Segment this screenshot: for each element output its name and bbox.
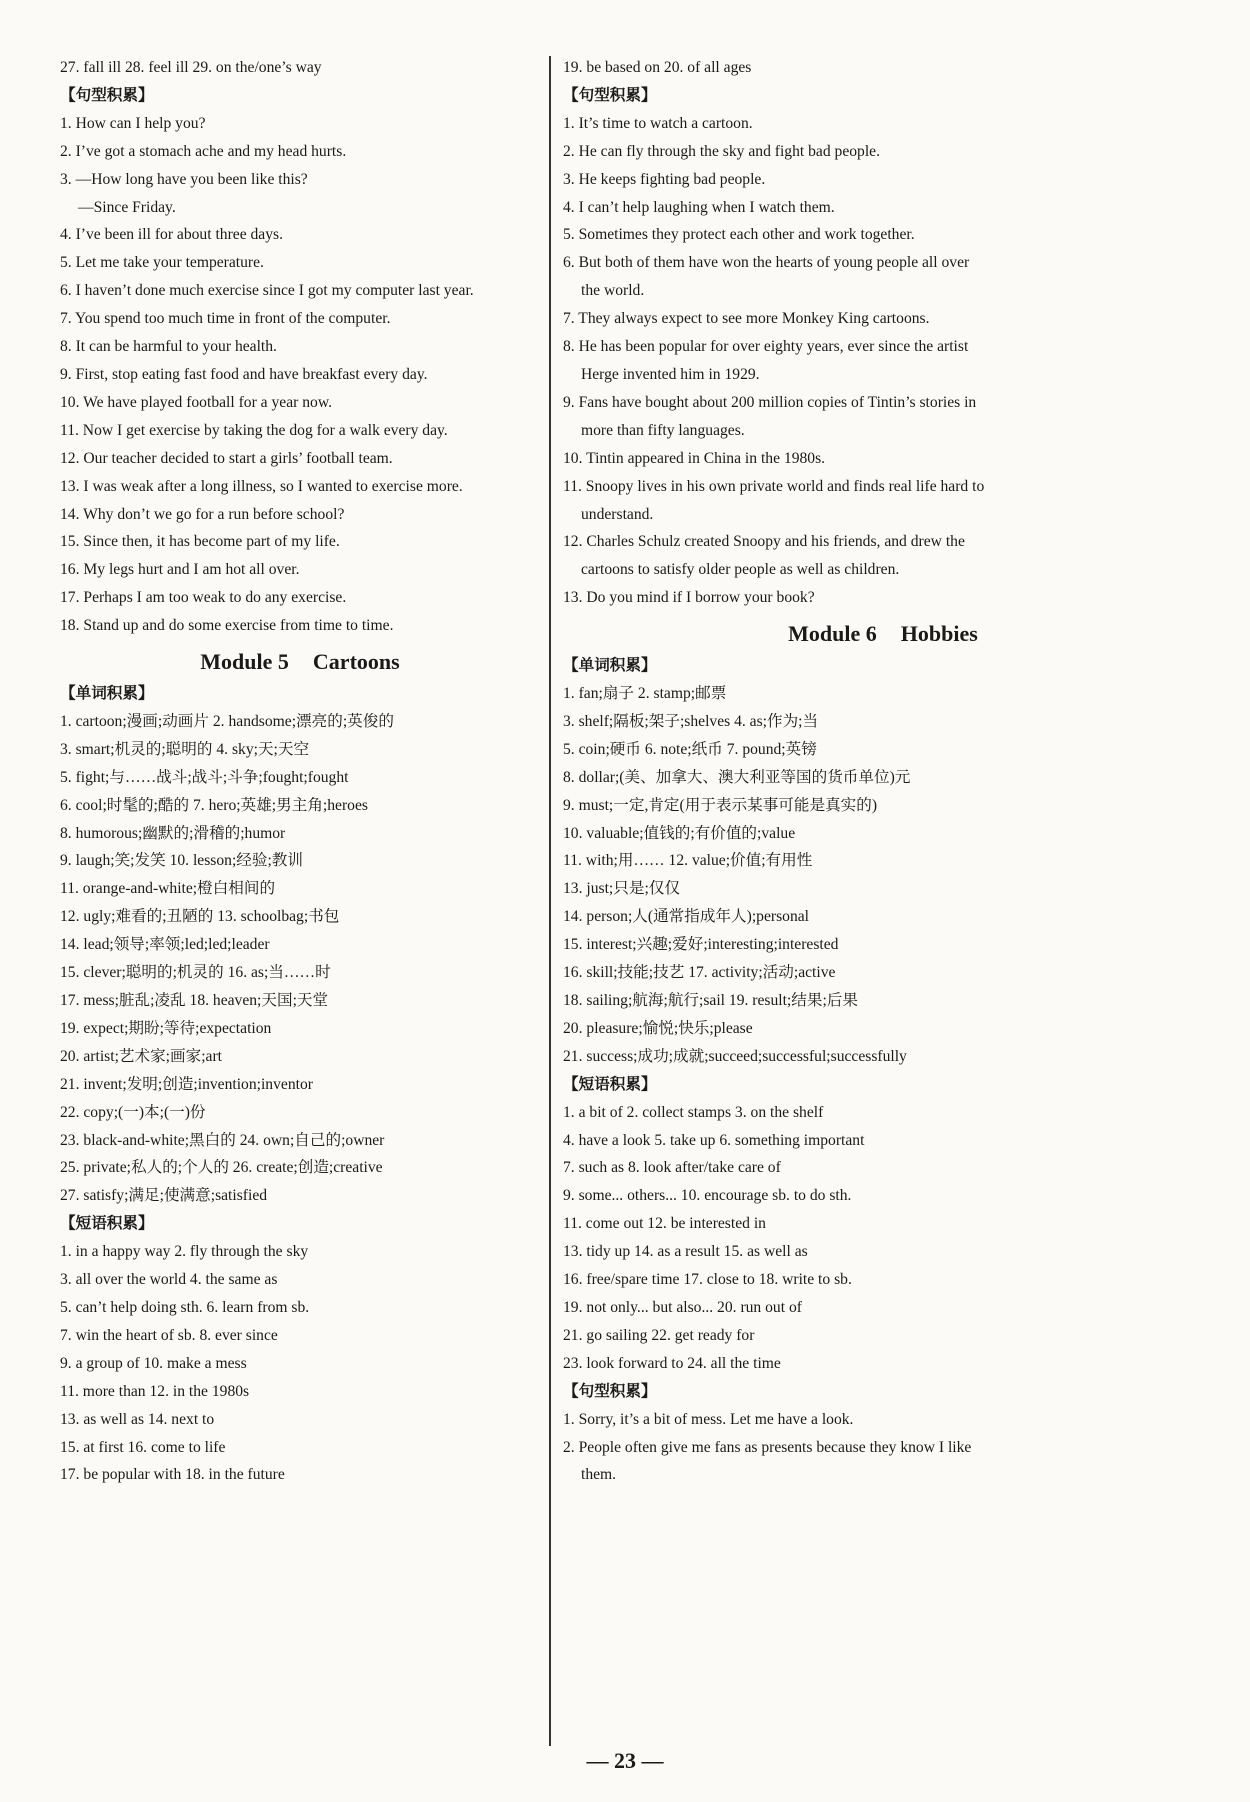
text-line: 7. win the heart of sb. 8. ever since xyxy=(60,1326,278,1344)
module-title: Cartoons xyxy=(312,649,400,675)
text-line: 15. Since then, it has become part of my life. xyxy=(60,533,340,551)
text-line: 16. skill;技能;技艺 17. activity;活动;active xyxy=(563,964,836,982)
text-line: 1. in a happy way 2. fly through the sky xyxy=(60,1243,309,1261)
text-line: 13. Do you mind if I borrow your book? xyxy=(563,589,815,607)
text-line: 11. with;用…… 12. value;价值;有用性 xyxy=(563,852,813,870)
text-line: 7. They always expect to see more Monkey King cartoons. xyxy=(563,310,930,328)
text-line: 9. laugh;笑;发笑 10. lesson;经验;教训 xyxy=(60,852,303,870)
text-line: 13. just;只是;仅仅 xyxy=(563,880,680,898)
text-line: the world. xyxy=(581,282,645,300)
text-line: 22. copy;(一)本;(一)份 xyxy=(60,1103,206,1121)
text-line: 27. satisfy;满足;使满意;satisfied xyxy=(60,1187,268,1205)
text-line: 4. I can’t help laughing when I watch them. xyxy=(563,198,835,216)
module-heading xyxy=(60,646,540,678)
text-line: 25. private;私人的;个人的 26. create;创造;creative xyxy=(60,1159,383,1177)
text-line: 8. dollar;(美、加拿大、澳大利亚等国的货币单位)元 xyxy=(563,768,911,786)
text-line: 17. mess;脏乱;凌乱 18. heaven;天国;天堂 xyxy=(60,992,329,1009)
text-line: —Since Friday. xyxy=(78,198,176,216)
text-line: 1. It’s time to watch a cartoon. xyxy=(563,114,753,132)
text-line: 17. Perhaps I am too weak to do any exercise. xyxy=(60,589,347,607)
text-line: 10. We have played football for a year now. xyxy=(60,393,332,411)
text-line: more than fifty languages. xyxy=(581,421,745,439)
text-line: them. xyxy=(581,1466,617,1484)
text-line: 10. valuable;值钱的;有价值的;value xyxy=(563,824,796,842)
text-line: 5. Sometimes they protect each other and work together. xyxy=(563,226,915,244)
text-line: 19. expect;期盼;等待;expectation xyxy=(60,1019,272,1037)
text-line: 3. smart;机灵的;聪明的 4. sky;天;天空 xyxy=(60,740,310,758)
text-line: 8. He has been popular for over eighty years, ever since the artist xyxy=(563,338,969,356)
text-line: 23. look forward to 24. all the time xyxy=(563,1354,781,1372)
text-line: 2. People often give me fans as presents because they know I like xyxy=(563,1438,972,1456)
text-line: 21. invent;发明;创造;invention;inventor xyxy=(60,1075,313,1093)
text-line: 3. all over the world 4. the same as xyxy=(60,1271,278,1289)
text-line: 6. cool;时髦的;酷的 7. hero;英雄;男主角;heroes xyxy=(60,796,368,814)
page-number: — 23 — xyxy=(586,1748,664,1773)
text-line: 17. be popular with 18. in the future xyxy=(60,1466,285,1484)
text-line: 9. some... others... 10. encourage sb. to do sth. xyxy=(563,1187,852,1205)
text-line: 12. Charles Schulz created Snoopy and his friends, and drew the xyxy=(563,533,965,551)
text-line: 16. My legs hurt and I am hot all over. xyxy=(60,561,300,579)
text-line: 21. go sailing 22. get ready for xyxy=(563,1326,755,1344)
text-line: 9. First, stop eating fast food and have breakfast every day. xyxy=(60,365,428,383)
text-line: 14. Why don’t we go for a run before school? xyxy=(60,505,345,523)
section-heading: 【单词积累】 xyxy=(60,684,154,703)
text-line: 1. a bit of 2. collect stamps 3. on the shelf xyxy=(563,1103,824,1121)
text-line: 21. success;成功;成就;succeed;successful;successfully xyxy=(563,1047,907,1065)
text-line: 5. Let me take your temperature. xyxy=(60,254,264,272)
text-line: 6. But both of them have won the hearts of young people all over xyxy=(563,254,970,272)
text-line: 12. ugly;难看的;丑陋的 13. schoolbag;书包 xyxy=(60,908,340,926)
text-line: 6. I haven’t done much exercise since I got my computer last year. xyxy=(60,282,474,300)
text-line: 10. Tintin appeared in China in the 1980s. xyxy=(563,449,826,467)
text-line: 1. fan;扇子 2. stamp;邮票 xyxy=(563,685,727,703)
column-divider xyxy=(549,56,551,1746)
text-line: 2. I’ve got a stomach ache and my head hurts. xyxy=(60,142,347,160)
text-line: cartoons to satisfy older people as well as children. xyxy=(581,561,900,579)
section-heading: 【单词积累】 xyxy=(563,656,657,675)
module-title: Hobbies xyxy=(900,621,978,647)
text-line: 3. shelf;隔板;架子;shelves 4. as;作为;当 xyxy=(563,712,819,730)
text-line: 13. tidy up 14. as a result 15. as well as xyxy=(563,1243,808,1261)
text-line: 9. a group of 10. make a mess xyxy=(60,1354,247,1372)
text-line: 1. How can I help you? xyxy=(60,114,206,132)
text-line: 27. fall ill 28. feel ill 29. on the/one’s way xyxy=(60,59,322,76)
text-line: 1. cartoon;漫画;动画片 2. handsome;漂亮的;英俊的 xyxy=(60,712,394,730)
text-line: 15. clever;聪明的;机灵的 16. as;当……时 xyxy=(60,964,331,982)
text-line: 9. Fans have bought about 200 million copies of Tintin’s stories in xyxy=(563,393,977,411)
text-line: 5. coin;硬币 6. note;纸币 7. pound;英镑 xyxy=(563,740,817,758)
text-line: 11. Snoopy lives in his own private world and finds real life hard to xyxy=(563,477,985,495)
text-line: 2. He can fly through the sky and fight bad people. xyxy=(563,142,880,160)
text-line: 4. I’ve been ill for about three days. xyxy=(60,226,283,244)
text-line: 15. at first 16. come to life xyxy=(60,1438,226,1456)
text-line: 8. It can be harmful to your health. xyxy=(60,338,277,356)
section-heading: 【句型积累】 xyxy=(60,85,154,104)
left-column xyxy=(60,54,540,1489)
text-line: 3. —How long have you been like this? xyxy=(60,170,308,188)
text-line: 9. must;一定,肯定(用于表示某事可能是真实的) xyxy=(563,796,878,814)
text-line: 7. You spend too much time in front of the computer. xyxy=(60,310,391,328)
module-heading xyxy=(563,618,1203,650)
text-line: 23. black-and-white;黑白的 24. own;自己的;owner xyxy=(60,1131,385,1149)
text-line: 14. lead;领导;率领;led;led;leader xyxy=(60,936,270,954)
text-line: 18. sailing;航海;航行;sail 19. result;结果;后果 xyxy=(563,992,858,1009)
section-heading: 【句型积累】 xyxy=(563,1381,657,1400)
text-line: 1. Sorry, it’s a bit of mess. Let me have a look. xyxy=(563,1410,854,1428)
text-line: Herge invented him in 1929. xyxy=(581,365,760,383)
text-line: 5. fight;与……战斗;战斗;斗争;fought;fought xyxy=(60,768,349,786)
text-line: 20. artist;艺术家;画家;art xyxy=(60,1047,222,1065)
text-line: 19. be based on 20. of all ages xyxy=(563,59,752,76)
text-line: 18. Stand up and do some exercise from time to time. xyxy=(60,617,394,635)
right-column xyxy=(563,54,1203,1489)
text-line: 8. humorous;幽默的;滑稽的;humor xyxy=(60,824,286,842)
text-line: 19. not only... but also... 20. run out of xyxy=(563,1298,802,1316)
module-number: Module 5 xyxy=(200,649,289,675)
text-line: 11. more than 12. in the 1980s xyxy=(60,1382,250,1400)
section-heading: 【短语积累】 xyxy=(563,1074,657,1093)
text-line: 4. have a look 5. take up 6. something important xyxy=(563,1131,865,1149)
module-number: Module 6 xyxy=(788,621,877,647)
text-line: 5. can’t help doing sth. 6. learn from sb. xyxy=(60,1298,310,1316)
text-line: 7. such as 8. look after/take care of xyxy=(563,1159,781,1177)
text-line: 13. I was weak after a long illness, so I wanted to exercise more. xyxy=(60,477,463,495)
text-line: 11. orange-and-white;橙白相间的 xyxy=(60,880,276,898)
section-heading: 【句型积累】 xyxy=(563,85,657,104)
text-line: 12. Our teacher decided to start a girls’ football team. xyxy=(60,449,393,467)
text-line: 13. as well as 14. next to xyxy=(60,1410,215,1428)
text-line: 20. pleasure;愉悦;快乐;please xyxy=(563,1019,753,1037)
text-line: 15. interest;兴趣;爱好;interesting;interested xyxy=(563,936,839,954)
section-heading: 【短语积累】 xyxy=(60,1214,154,1233)
text-line: 11. come out 12. be interested in xyxy=(563,1215,766,1233)
text-line: 16. free/spare time 17. close to 18. write to sb. xyxy=(563,1271,852,1289)
text-line: 11. Now I get exercise by taking the dog for a walk every day. xyxy=(60,421,448,439)
text-line: 3. He keeps fighting bad people. xyxy=(563,170,766,188)
text-line: 14. person;人(通常指成年人);personal xyxy=(563,908,809,926)
text-line: understand. xyxy=(581,505,654,523)
